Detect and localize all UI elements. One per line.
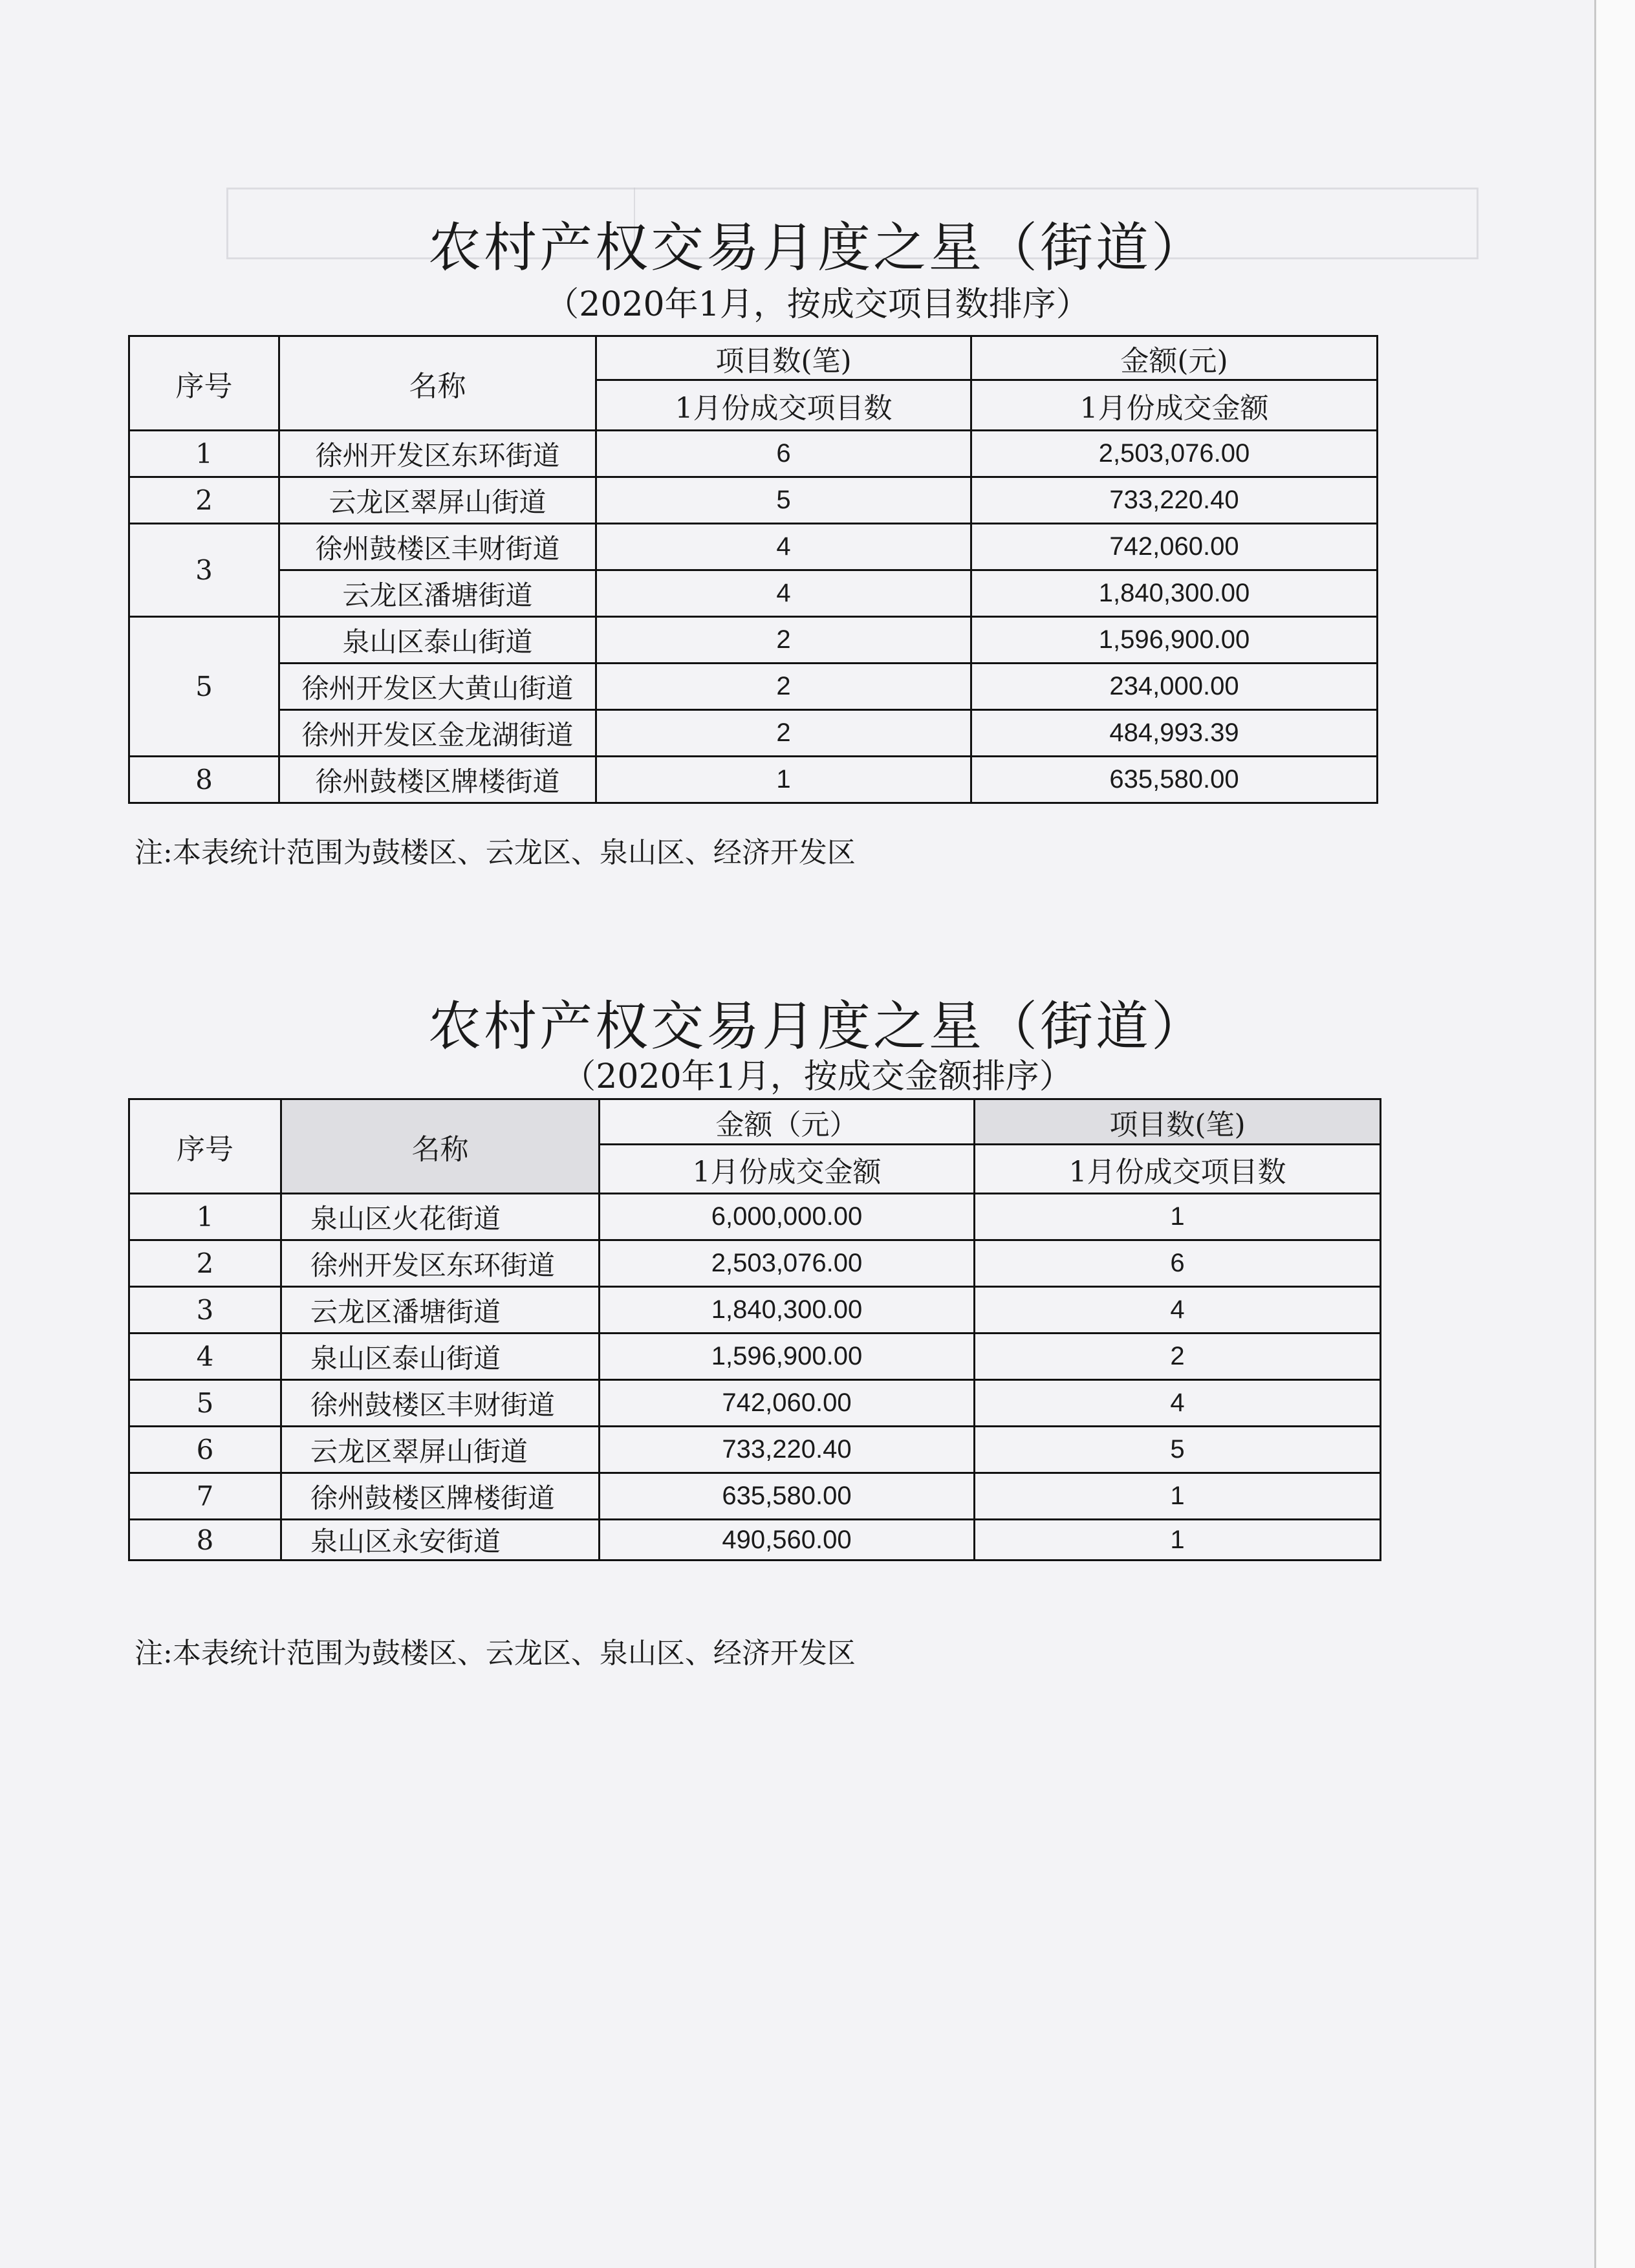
table1-subheader-count: 1月份成交项目数	[596, 380, 971, 431]
table-row	[129, 477, 1378, 524]
table1-header-seq: 序号	[129, 336, 279, 431]
amount-cell: 2,503,076.00	[971, 431, 1378, 477]
amount-cell: 1,840,300.00	[600, 1287, 975, 1334]
amount-cell: 2,503,076.00	[600, 1240, 975, 1287]
rank-cell: 5	[129, 617, 279, 757]
page-edge	[1594, 0, 1635, 2268]
table1-title: 农村产权交易月度之星（街道）	[428, 217, 1207, 279]
amount-cell: 1,840,300.00	[971, 570, 1378, 617]
table-row	[129, 1380, 1381, 1427]
count-cell: 6	[596, 431, 971, 477]
table-row	[129, 1473, 1381, 1520]
table2	[128, 1098, 1381, 1561]
table2-note: 注:本表统计范围为鼓楼区、云龙区、泉山区、经济开发区	[135, 1637, 856, 1670]
table1-header-count: 项目数(笔)	[596, 336, 971, 380]
count-cell: 2	[596, 617, 971, 664]
table2-header-amount: 金额（元）	[600, 1099, 975, 1145]
amount-cell: 742,060.00	[971, 524, 1378, 570]
table-row	[129, 570, 1378, 617]
name-cell: 云龙区潘塘街道	[279, 570, 596, 617]
amount-cell: 490,560.00	[600, 1520, 975, 1561]
name-cell: 徐州鼓楼区丰财街道	[279, 524, 596, 570]
name-cell: 泉山区泰山街道	[279, 617, 596, 664]
rank-cell: 4	[129, 1334, 281, 1380]
rank-cell: 2	[129, 477, 279, 524]
count-cell: 2	[596, 710, 971, 757]
table1-subheader-amount: 1月份成交金额	[971, 380, 1378, 431]
name-cell: 泉山区永安街道	[281, 1520, 600, 1561]
rank-cell: 7	[129, 1473, 281, 1520]
table-row	[129, 710, 1378, 757]
table-row	[129, 757, 1378, 803]
count-cell: 4	[596, 524, 971, 570]
table2-header-count: 项目数(笔)	[975, 1099, 1381, 1145]
count-cell: 1	[975, 1194, 1381, 1240]
rank-cell: 2	[129, 1240, 281, 1287]
amount-cell: 1,596,900.00	[600, 1334, 975, 1380]
name-cell: 徐州鼓楼区牌楼街道	[281, 1473, 600, 1520]
amount-cell: 635,580.00	[600, 1473, 975, 1520]
name-cell: 徐州开发区金龙湖街道	[279, 710, 596, 757]
rank-cell: 8	[129, 1520, 281, 1561]
table1-note: 注:本表统计范围为鼓楼区、云龙区、泉山区、经济开发区	[135, 836, 856, 869]
name-cell: 云龙区翠屏山街道	[279, 477, 596, 524]
count-cell: 4	[975, 1380, 1381, 1427]
table-row	[129, 431, 1378, 477]
count-cell: 2	[596, 664, 971, 710]
table-row	[129, 1194, 1381, 1240]
count-cell: 1	[596, 757, 971, 803]
table2-subheader-amount: 1月份成交金额	[600, 1145, 975, 1194]
amount-cell: 733,220.40	[600, 1427, 975, 1473]
rank-cell: 1	[129, 1194, 281, 1240]
name-cell: 徐州鼓楼区牌楼街道	[279, 757, 596, 803]
table2-header-seq: 序号	[129, 1099, 281, 1194]
count-cell: 5	[596, 477, 971, 524]
rank-cell: 3	[129, 524, 279, 617]
rank-cell: 5	[129, 1380, 281, 1427]
name-cell: 泉山区泰山街道	[281, 1334, 600, 1380]
amount-cell: 742,060.00	[600, 1380, 975, 1427]
name-cell: 徐州开发区东环街道	[281, 1240, 600, 1287]
table1-header-name: 名称	[279, 336, 596, 431]
table-row	[129, 617, 1378, 664]
name-cell: 云龙区翠屏山街道	[281, 1427, 600, 1473]
rank-cell: 3	[129, 1287, 281, 1334]
rank-cell: 6	[129, 1427, 281, 1473]
table1	[128, 335, 1378, 804]
rank-cell: 8	[129, 757, 279, 803]
count-cell: 1	[975, 1520, 1381, 1561]
name-cell: 徐州鼓楼区丰财街道	[281, 1380, 600, 1427]
table-row	[129, 664, 1378, 710]
count-cell: 4	[975, 1287, 1381, 1334]
table2-subheader-count: 1月份成交项目数	[975, 1145, 1381, 1194]
table1-header-amount: 金额(元)	[971, 336, 1378, 380]
table-row	[129, 524, 1378, 570]
table1-subtitle: （2020年1月，按成交项目数排序）	[545, 285, 1090, 324]
rank-cell: 1	[129, 431, 279, 477]
table2-header-name: 名称	[281, 1099, 600, 1194]
name-cell: 泉山区火花街道	[281, 1194, 600, 1240]
name-cell: 徐州开发区东环街道	[279, 431, 596, 477]
table-row	[129, 1240, 1381, 1287]
table2-title: 农村产权交易月度之星（街道）	[428, 996, 1207, 1057]
count-cell: 1	[975, 1473, 1381, 1520]
count-cell: 2	[975, 1334, 1381, 1380]
amount-cell: 635,580.00	[971, 757, 1378, 803]
count-cell: 6	[975, 1240, 1381, 1287]
amount-cell: 1,596,900.00	[971, 617, 1378, 664]
amount-cell: 733,220.40	[971, 477, 1378, 524]
table-row	[129, 1287, 1381, 1334]
table2-subtitle: （2020年1月，按成交金额排序）	[562, 1057, 1073, 1096]
name-cell: 徐州开发区大黄山街道	[279, 664, 596, 710]
table-row	[129, 1520, 1381, 1561]
amount-cell: 484,993.39	[971, 710, 1378, 757]
table-row	[129, 1427, 1381, 1473]
amount-cell: 6,000,000.00	[600, 1194, 975, 1240]
name-cell: 云龙区潘塘街道	[281, 1287, 600, 1334]
table-row	[129, 1334, 1381, 1380]
count-cell: 4	[596, 570, 971, 617]
amount-cell: 234,000.00	[971, 664, 1378, 710]
count-cell: 5	[975, 1427, 1381, 1473]
